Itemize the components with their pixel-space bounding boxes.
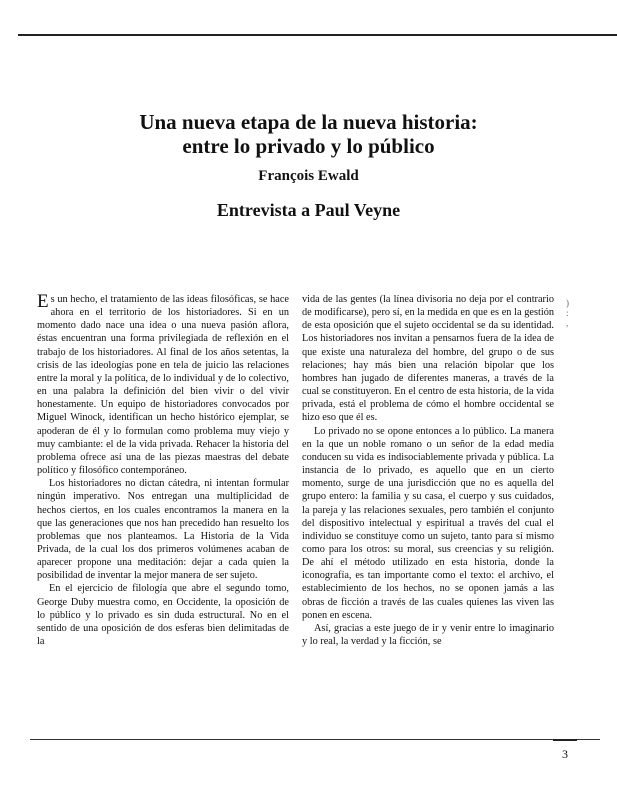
paragraph: vida de las gentes (la línea divisoria no deja por el contrario de modificarse), pero sí, en la medida en que es en la gestión de esta oposición que el sujeto occidental se da su identidad. Los historiadores nos invitan a pensarnos fuera de la idea de que existe una naturaleza del hombre, del grupo o de sus relaciones; hay más bien una relación bipolar que los hombres han jugado de diferentes maneras, a través de la cual se constituyeron. En el centro de esta historia, de la vida privada, está el problema de cómo el hombre occidental se hizo eso que él es. <box>302 294 554 424</box>
paragraph: Lo privado no se opone entonces a lo público. La manera en la que un noble romano o un señor de la edad media conducen su vida es indisociablemente privada y pública. La instancia de lo privado, es aquello que en un cierto momento, surge de una jurisdicción que no es aquella del grupo entero: la familia y su casa, el cuerpo y sus cuidados, la pareja y las relaciones sexuales, pero también el conjunto del dispositivo intelectual y espiritual a través del cual el individuo se constituye como un sujeto, tanto para sí mismo como para los otros: su moral, sus creencias y su religión. De ahí el método utilizado en esta historia, donde la iconografía, es tan importante como el texto: el archivo, el establecimiento de los hechos, no se oponen jamás a las obras de ficción a través de las cuales quienes las viven las ponen en escena. <box>302 425 554 621</box>
title-line-1: Una nueva etapa de la nueva historia: <box>139 110 478 134</box>
right-column <box>302 293 554 648</box>
article-author: François Ewald <box>258 168 359 184</box>
paragraph-text: s un hecho, el tratamiento de las ideas filosóficas, se hace ahora en el territorio de los historiadores. Si en un momento dado nace una idea o una nueva pasión aflora, éstas encuentran una forma privilegiada de reflexión en el trabajo de los historiadores. Al final de los años setentas, la crisis de las ideologías pone en tela de juicio las relaciones entre la moral y la política, de lo individual y de lo colectivo, en una palabra la definición del bien vivir o del vivir honestamente. Un equipo de historiadores convocados por Miguel Winock, identifican un hecho histórico ejemplar, se apoderan de él y lo formulan como problema muy viejo y muy cambiante: el de la vida privada. Rehacer la historia del problema ofrece así una de las piezas maestras del debate político y filosófico contemporáneo. <box>37 294 289 477</box>
top-rule <box>18 34 617 36</box>
article-subtitle: Entrevista a Paul Veyne <box>216 200 401 220</box>
paragraph <box>37 293 289 477</box>
paragraph: Así, gracias a este juego de ir y venir entre lo imaginario y lo real, la verdad y la ficción, se <box>302 622 554 648</box>
article-title <box>0 110 617 158</box>
bottom-rule <box>30 739 600 740</box>
margin-scan-marks: ) : , <box>566 298 569 328</box>
title-line-2: entre lo privado y lo público <box>182 134 435 158</box>
drop-cap: E <box>37 291 49 312</box>
paragraph: Los historiadores no dictan cátedra, ni intentan formular ningún imperativo. Nos entregan una multiplicidad de hechos ciertos, en los cuales encontramos la manera en la que las generaciones que nos han precedido han resuelto los problemas que nos planteamos. La Historia de la Vida Privada, de la cual los dos primeros volúmenes acaban de aparecer propone una meditación: dejar a cada quien la posibilidad de inventar la mejor manera de ser sujeto. <box>37 478 289 582</box>
page-number: 3 <box>562 747 568 761</box>
paragraph: En el ejercicio de filología que abre el segundo tomo, George Duby muestra como, en Occidente, la oposición de lo público y lo privado es sin duda estructural. No en el sentido de una oposición de dos esferas bien delimitadas de la <box>37 583 289 648</box>
left-column <box>37 293 289 648</box>
